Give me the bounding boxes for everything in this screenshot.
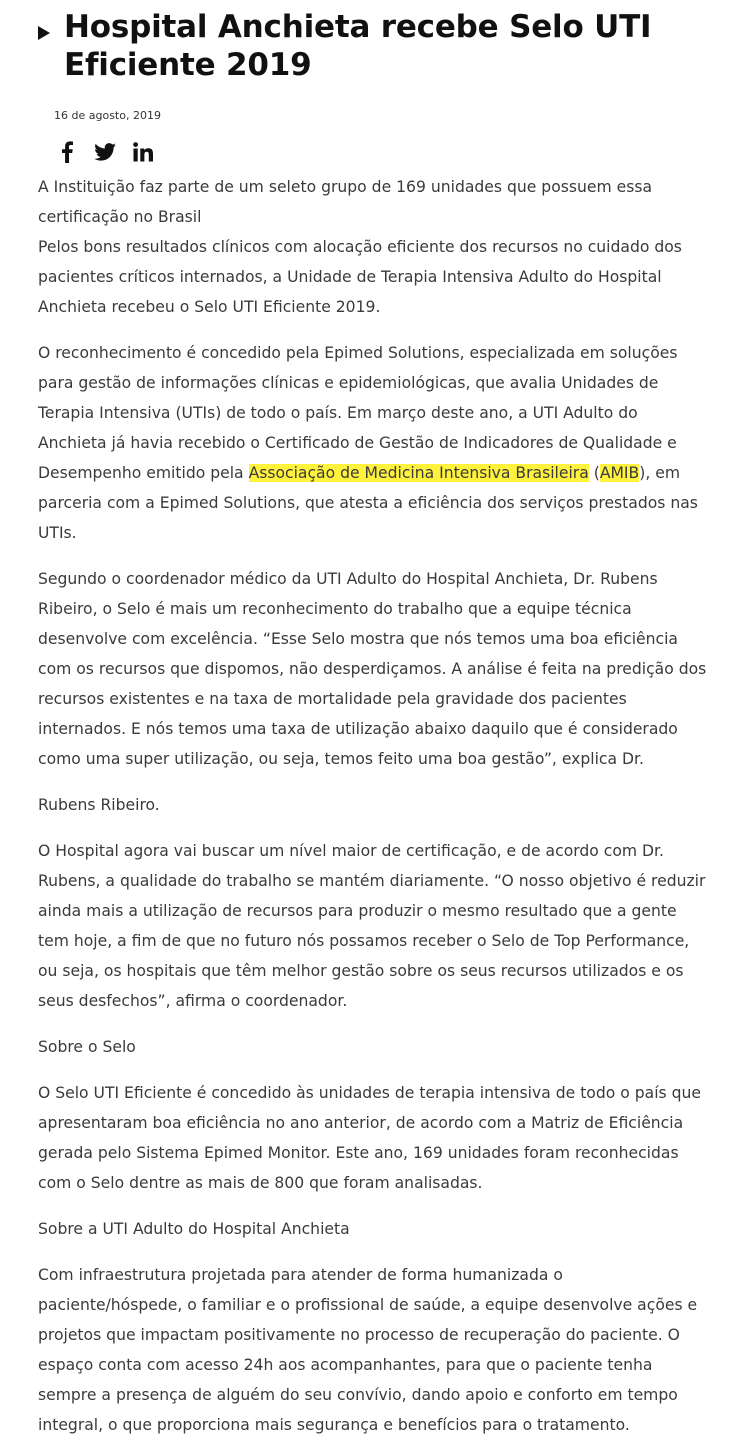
share-linkedin-button[interactable]: [132, 141, 154, 163]
amib-full-name-link[interactable]: Associação de Medicina Intensiva Brasileira: [248, 464, 589, 482]
facebook-icon: [60, 141, 74, 163]
article-body: [38, 172, 708, 1456]
share-facebook-button[interactable]: [56, 141, 78, 163]
twitter-icon: [94, 143, 116, 161]
article-paragraph: Com infraestrutura projetada para atender de forma humanizada o paciente/hóspede, o familiar e o profissional de saúde, a equipe desenvolve ações e projetos que impactam positivamente no processo de recuperação do paciente. O espaço conta com acesso 24h aos acompanhantes, para que o paciente tenha sempre a presença de alguém do seu convívio, dando apoio e conforto em tempo integral, o que proporciona mais segurança e benefícios para o tratamento.: [38, 1266, 698, 1434]
section-heading-selo: Sobre o Selo: [38, 1038, 136, 1056]
amib-acronym-link[interactable]: AMIB: [599, 464, 640, 482]
paragraph-text: O reconhecimento é concedido pela Epimed Solutions, especializada em soluções para gestão de informações clínicas e epidemiológicas, que avalia Unidades de Terapia Intensiva (UTIs) de todo o país. Em março deste ano, a UTI Adulto do Anchieta já havia recebido o Certificado de Gestão de Indicadores de Qualidade e Desempenho emitido pela: [38, 344, 678, 482]
article-lead: Pelos bons resultados clínicos com alocação eficiente dos recursos no cuidado dos pacientes críticos internados, a Unidade de Terapia Intensiva Adulto do Hospital Anchieta recebeu o Selo UTI Eficiente 2019.: [38, 238, 682, 316]
article-paragraph-intro: [38, 172, 708, 322]
share-twitter-button[interactable]: [94, 141, 116, 163]
publish-date: 16 de agosto, 2019: [54, 109, 161, 122]
article-paragraph: O Selo UTI Eficiente é concedido às unidades de terapia intensiva de todo o país que apresentaram boa eficiência no ano anterior, de acordo com a Matriz de Eficiência gerada pelo Sistema Epimed Monitor. Este ano, 169 unidades foram reconhecidas com o Selo dentre as mais de 800 que foram analisadas.: [38, 1084, 701, 1192]
article-paragraph: Segundo o coordenador médico da UTI Adulto do Hospital Anchieta, Dr. Rubens Ribeiro, o Selo é mais um reconhecimento do trabalho que a equipe técnica desenvolve com excelência. “Esse Selo mostra que nós temos uma boa eficiência com os recursos que dispomos, não desperdiçamos. A análise é feita na predição dos recursos existentes e na taxa de mortalidade pela gravidade dos pacientes internados. E nós temos uma taxa de utilização abaixo daquilo que é considerado como uma super utilização, ou seja, temos feito uma boa gestão”, explica Dr.: [38, 570, 707, 768]
linkedin-icon: [133, 142, 153, 162]
article-paragraph: [38, 338, 708, 548]
article-title: Hospital Anchieta recebe Selo UTI Eficiente 2019: [64, 9, 652, 83]
article-subtitle: A Instituição faz parte de um seleto grupo de 169 unidades que possuem essa certificação no Brasil: [38, 178, 653, 226]
paragraph-text: (: [588, 464, 600, 482]
play-triangle-icon: [38, 26, 50, 40]
article-paragraph: O Hospital agora vai buscar um nível maior de certificação, e de acordo com Dr. Rubens, a qualidade do trabalho se mantém diariamente. “O nosso objetivo é reduzir ainda mais a utilização de recursos para produzir o mesmo resultado que a gente tem hoje, a fim de que no futuro nós possamos receber o Selo de Top Performance, ou seja, os hospitais que têm melhor gestão sobre os seus recursos utilizados e os seus desfechos”, afirma o coordenador.: [38, 842, 706, 1010]
article-paragraph: Rubens Ribeiro.: [38, 796, 160, 814]
paragraph-text: ), em parceria com a Epimed Solutions, que atesta a eficiência dos serviços prestados nas UTIs.: [38, 464, 698, 542]
section-heading-uti: Sobre a UTI Adulto do Hospital Anchieta: [38, 1220, 350, 1238]
article-header: [36, 8, 726, 84]
share-bar: [56, 141, 170, 163]
